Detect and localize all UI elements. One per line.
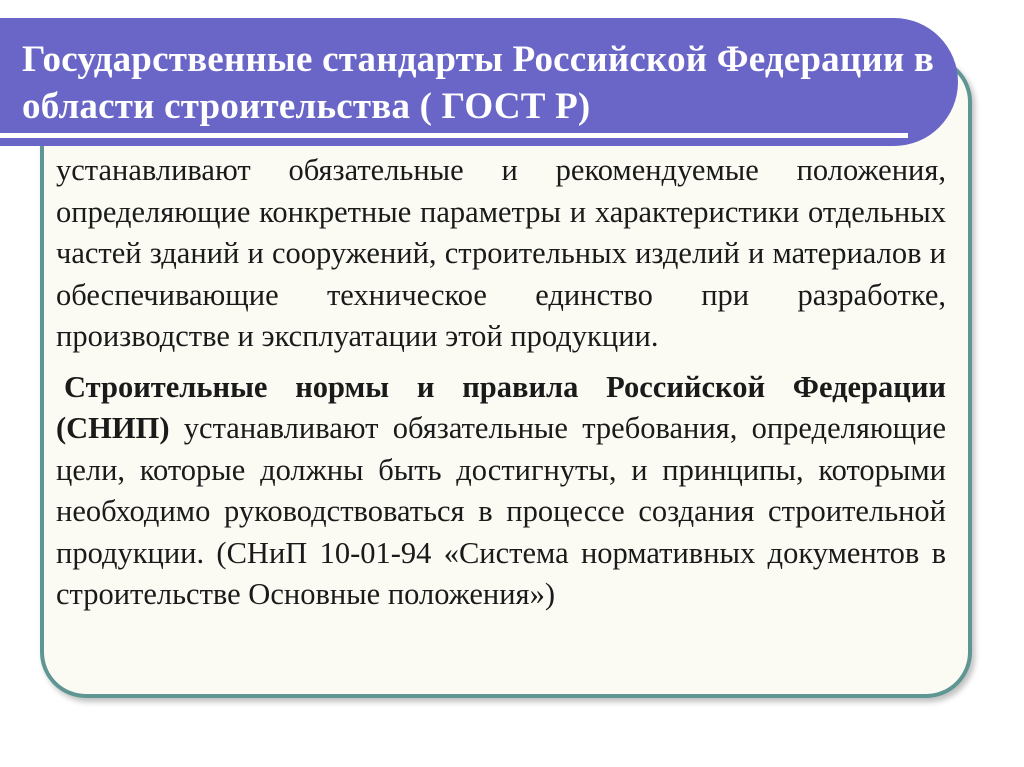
slide-title: Государственные стандарты Российской Федерации в области строительства ( ГОСТ Р) (22, 39, 935, 127)
snip-heading: Строительные нормы и правила Российской Федерации (СНИП) (56, 369, 946, 445)
paragraph-gost: устанавливают обязательные и рекомендуемые положения, определяющие конкретные параметры и характеристики отдельных частей зданий и сооружений, строительных изделий и материалов и обеспечивающие техническое единство при разработке, производстве и эксплуатации этой продукции. (56, 153, 946, 353)
title-bar (0, 18, 958, 146)
slide-body (56, 150, 946, 616)
paragraph-snip (56, 367, 946, 616)
title-underline (0, 133, 908, 138)
snip-description: устанавливают обязательные требования, определяющие цели, которые должны быть достигнуты, и принципы, которыми необходимо руководствоваться в процессе создания строительной продукции. (СНиП 10-01-94 «Система нормативных документов в строительстве Основные положения») (56, 411, 946, 611)
